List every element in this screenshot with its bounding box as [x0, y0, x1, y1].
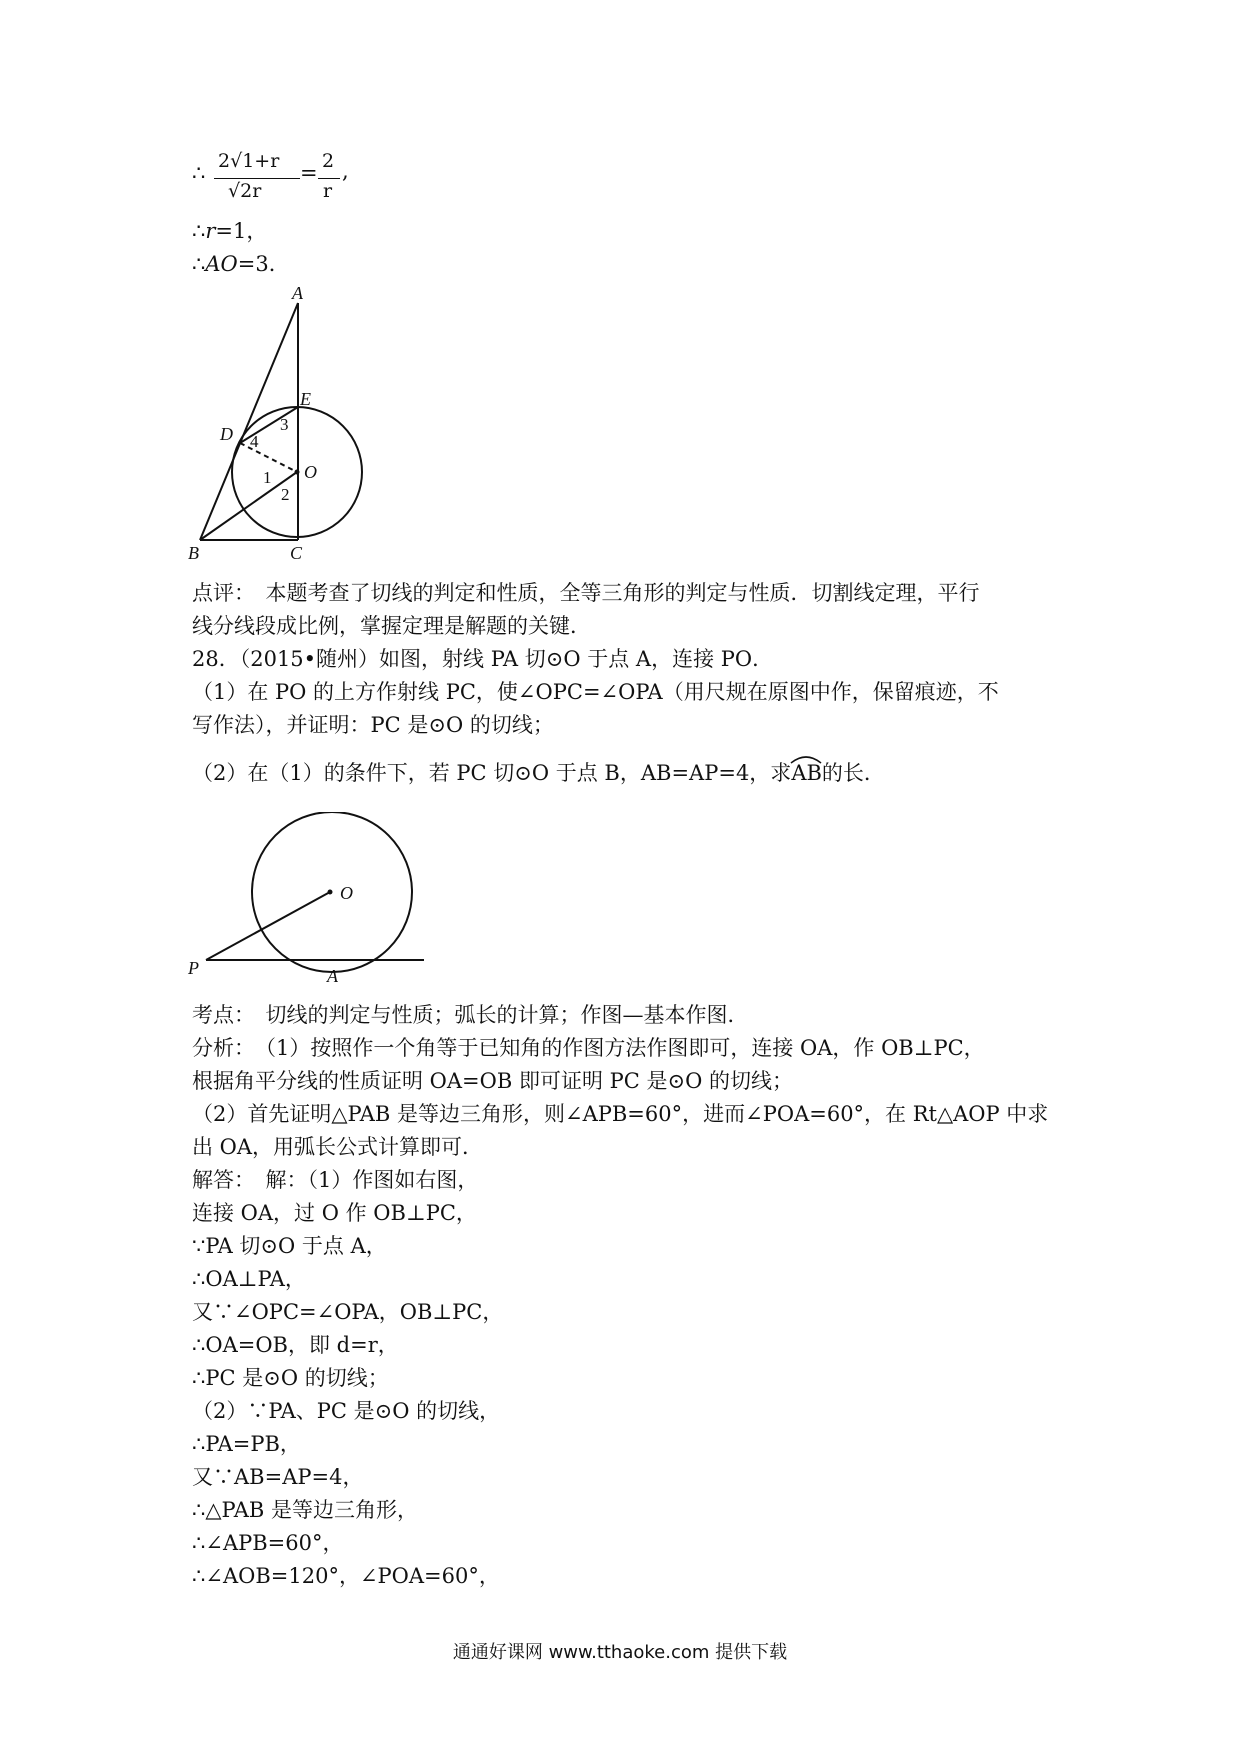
geometry-figure-2 [180, 812, 430, 987]
therefore-symbol: ∴ [192, 219, 206, 243]
solution-line-3: ∵PA 切⊙O 于点 A， [192, 1234, 387, 1258]
formula-equals: = [300, 161, 318, 185]
solution-line-12: ∴∠APB=60°， [192, 1531, 344, 1555]
solution-line-2: 连接 OA，过 O 作 OB⊥PC， [192, 1201, 477, 1225]
point-o [328, 890, 333, 895]
fraction-bar [214, 178, 300, 179]
label-a: A [327, 966, 338, 986]
fraction-bar [318, 178, 340, 179]
review-line-2: 线分线段成比例，掌握定理是解题的关键． [192, 614, 591, 638]
q28-line-3: 写作法），并证明：PC 是⊙O 的切线； [192, 713, 554, 737]
geometry-figure-1 [180, 285, 380, 565]
result-r [192, 216, 267, 246]
solution-line-6: ∴OA=OB，即 d=r， [192, 1333, 399, 1357]
analysis-line-1: 考点： 切线的判定与性质；弧长的计算；作图—基本作图． [192, 1003, 749, 1027]
fraction-numerator: 2√1+r [218, 150, 280, 172]
q28-line-4-text: （2）在（1）的条件下，若 PC 切⊙O 于点 B，AB=AP=4，求 [192, 761, 792, 785]
page-footer: 通通好课网 www.tthaoke.com 提供下载 [452, 1642, 788, 1663]
solution-line-9: ∴PA=PB， [192, 1432, 301, 1456]
result-ao [192, 249, 290, 279]
point-o [295, 470, 300, 475]
label-d: D [220, 424, 233, 444]
analysis-line-4: （2）首先证明△PAB 是等边三角形，则∠APB=60°，进而∠POA=60°，在 Rt△AOP 中求 [192, 1102, 1049, 1126]
q28-line-4 [192, 758, 885, 788]
label-p: P [188, 958, 199, 978]
angle-label-3: 3 [280, 415, 289, 434]
fraction-denominator: √2r [228, 180, 262, 202]
solution-line-5: 又∵∠OPC=∠OPA，OB⊥PC， [192, 1300, 504, 1324]
value: =3． [237, 252, 290, 276]
formula-fraction-right [318, 150, 342, 210]
label-o: O [340, 883, 353, 903]
solution-line-10: 又∵AB=AP=4， [192, 1465, 364, 1489]
formula-fraction-left [214, 150, 304, 210]
segment-po [206, 892, 330, 960]
solution-line-1: 解答： 解：（1）作图如右图， [192, 1168, 479, 1192]
q28-line-4-tail: 的长． [821, 761, 885, 785]
solution-line-8: （2）∵PA、PC 是⊙O 的切线， [192, 1399, 501, 1423]
therefore-symbol: ∴ [192, 252, 206, 276]
analysis-line-5: 出 OA，用弧长公式计算即可． [192, 1135, 484, 1159]
q28-line-1: 28．（2015•随州）如图，射线 PA 切⊙O 于点 A，连接 PO． [192, 647, 774, 671]
label-a: A [292, 285, 303, 303]
arc-label: AB [791, 761, 822, 785]
label-c: C [290, 543, 303, 563]
variable: AO [205, 252, 238, 276]
label-e: E [300, 389, 311, 409]
solution-line-11: ∴△PAB 是等边三角形， [192, 1498, 418, 1522]
label-b: B [188, 543, 199, 563]
analysis-line-3: 根据角平分线的性质证明 OA=OB 即可证明 PC 是⊙O 的切线； [192, 1069, 794, 1093]
arc-ab [791, 758, 822, 788]
formula-tail: , [342, 159, 349, 183]
label-o: O [304, 462, 317, 482]
q28-line-2: （1）在 PO 的上方作射线 PC，使∠OPC=∠OPA（用尺规在原图中作，保留痕迹，不 [192, 680, 999, 704]
angle-label-1: 1 [263, 468, 272, 487]
angle-label-4: 4 [250, 432, 259, 451]
fraction-denominator: r [323, 180, 333, 202]
arc-symbol [789, 754, 823, 764]
value: =1， [215, 219, 268, 243]
analysis-line-2: 分析： （1）按照作一个角等于已知角的作图方法作图即可，连接 OA，作 OB⊥PC， [192, 1036, 985, 1060]
solution-line-7: ∴PC 是⊙O 的切线； [192, 1366, 389, 1390]
review-line-1: 点评： 本题考查了切线的判定和性质，全等三角形的判定与性质．切割线定理，平行 [192, 581, 980, 605]
angle-label-2: 2 [281, 485, 290, 504]
solution-line-13: ∴∠AOB=120°，∠POA=60°， [192, 1564, 500, 1588]
variable: r [205, 219, 216, 243]
formula-therefore: ∴ [192, 161, 206, 185]
solution-line-4: ∴OA⊥PA， [192, 1267, 306, 1291]
fraction-numerator: 2 [322, 150, 335, 172]
